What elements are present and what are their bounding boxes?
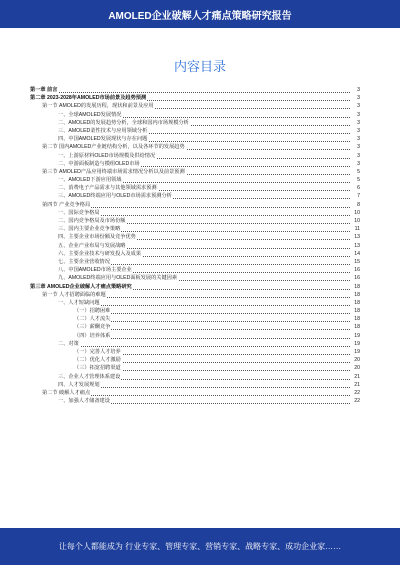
toc-entry-text: 第一节 AMOLED的发展历程，现状和前景及应用 — [42, 103, 154, 110]
toc-entry-text: （四）培养体系 — [74, 332, 111, 339]
toc-entry[interactable] — [30, 102, 360, 110]
toc-entry[interactable] — [30, 291, 360, 299]
toc-entry-page: 18 — [351, 283, 360, 291]
toc-entry-text: 一、全球AMOLED发展情况 — [58, 111, 122, 118]
toc-entry[interactable] — [30, 217, 360, 225]
toc-entry-page: 3 — [351, 94, 360, 102]
toc-entry-page: 6 — [351, 184, 360, 192]
toc-entry-page: 3 — [351, 152, 360, 160]
toc-leader-dots — [58, 299, 352, 306]
toc-entry[interactable] — [30, 315, 360, 323]
toc-entry-text: 九、AMOLED终端应用与OLED面板发展的关键因素 — [58, 275, 178, 282]
toc-entry-text: 第一节 人才招聘面临的难题 — [42, 291, 106, 298]
toc-entry-page: 20 — [351, 356, 360, 364]
toc-entry-text: 四、主要企业市场份额及竞争优势 — [58, 234, 136, 241]
toc-entry[interactable] — [30, 274, 360, 282]
toc-entry[interactable] — [30, 242, 360, 250]
toc-entry[interactable] — [30, 209, 360, 217]
toc-entry-page: 3 — [351, 160, 360, 168]
toc-entry-text: 一、人才短缺问题 — [58, 299, 100, 306]
toc-leader-dots — [74, 307, 352, 314]
toc-entry-text: （二）优化人才激励 — [74, 357, 121, 364]
toc-entry-page: 11 — [351, 225, 360, 233]
toc-leader-dots — [58, 209, 352, 216]
toc-entry-page: 10 — [351, 217, 360, 225]
toc-entry-page: 13 — [351, 233, 360, 241]
toc-entry-page: 14 — [351, 250, 360, 258]
toc-entry-text: 第三章 AMOLED企业破解人才痛点策略研究 — [30, 283, 132, 290]
toc-entry-page: 7 — [351, 192, 360, 200]
toc-entry-page: 22 — [351, 397, 360, 405]
toc-entry-page: 16 — [351, 274, 360, 282]
toc-entry-text: 一、国际竞争格局 — [58, 209, 100, 216]
toc-entry-text: 二、对策 — [58, 340, 79, 347]
toc-entry-text: 第三节 AMOLED产品应用终端市场需求情况分析以及前景预测 — [42, 168, 185, 175]
toc-entry-page: 21 — [351, 373, 360, 381]
toc-entry[interactable] — [30, 356, 360, 364]
toc-leader-dots — [58, 381, 352, 388]
toc-entry-text: 四、人才发展规划 — [58, 381, 100, 388]
toc-entry[interactable] — [30, 233, 360, 241]
toc-entry[interactable] — [30, 250, 360, 258]
toc-entry-text: 二、消费电子产品需求与其他领域需求预测 — [58, 185, 157, 192]
toc-entry[interactable] — [30, 299, 360, 307]
toc-entry-page: 18 — [351, 315, 360, 323]
toc-entry-text: 五、企业产业布局与发展战略 — [58, 242, 126, 249]
toc-entry[interactable] — [30, 160, 360, 168]
toc-entry[interactable] — [30, 192, 360, 200]
toc-entry-page: 3 — [351, 135, 360, 143]
toc-entry[interactable] — [30, 168, 360, 176]
toc-title: 内容目录 — [173, 59, 226, 74]
toc-entry-page: 18 — [351, 307, 360, 315]
toc-entry-page: 3 — [351, 86, 360, 94]
toc-entry[interactable] — [30, 332, 360, 340]
toc-entry-text: 六、主要企业技术与研发投入及成果 — [58, 250, 142, 257]
toc-entry-page: 3 — [351, 143, 360, 151]
toc-leader-dots — [74, 323, 352, 330]
toc-entry-page: 8 — [351, 201, 360, 209]
toc-entry-page: 10 — [351, 209, 360, 217]
toc-entry[interactable] — [30, 348, 360, 356]
toc-entry[interactable] — [30, 389, 360, 397]
toc-entry-page: 3 — [351, 111, 360, 119]
toc-entry[interactable] — [30, 373, 360, 381]
toc-entry[interactable] — [30, 152, 360, 160]
footer-slogan: 让每个人都能成为 行业专家、管理专家、营销专家、战略专家、成功企业家…… — [58, 542, 342, 551]
document-header-title: AMOLED企业破解人才痛点策略研究报告 — [108, 11, 292, 22]
toc-leader-dots — [58, 340, 352, 347]
toc-entry-text: （三）薪酬竞争 — [74, 324, 111, 331]
toc-entry-text: （二）人才流失 — [74, 316, 111, 323]
toc-entry[interactable] — [30, 381, 360, 389]
table-of-contents — [30, 86, 360, 405]
toc-entry[interactable] — [30, 143, 360, 151]
toc-entry-text: 一、加强人才储备建设 — [58, 398, 110, 405]
toc-entry-text: 第二节 破解人才痛点 — [42, 389, 91, 396]
toc-entry[interactable] — [30, 94, 360, 102]
toc-entry-text: 二、AMOLED的发展趋势分析，全球和国内市场规模分析 — [58, 119, 189, 126]
toc-entry[interactable] — [30, 364, 360, 372]
toc-entry-text: 三、国内主要企业竞争策略 — [58, 226, 121, 233]
toc-entry-page: 22 — [351, 389, 360, 397]
toc-entry-page: 16 — [351, 266, 360, 274]
toc-entry-text: 三、企业人才管理体系建设 — [58, 373, 121, 380]
toc-entry-text: 三、AMOLED终端应用与OLED市场需求预测分析 — [58, 193, 172, 200]
toc-entry-text: 四、中国AMOLED发展现状与存在问题 — [58, 136, 148, 143]
toc-entry-text: 第二节 国内AMOLED产业链结构分析，以及各环节的发展趋势 — [42, 144, 185, 151]
toc-leader-dots — [74, 315, 352, 322]
toc-leader-dots — [30, 86, 352, 93]
toc-entry-page: 3 — [351, 127, 360, 135]
toc-entry[interactable] — [30, 127, 360, 135]
toc-entry-page: 18 — [351, 299, 360, 307]
toc-leader-dots — [74, 332, 352, 339]
toc-entry-text: 一、上游原材料OLED市场规模及供给情况 — [58, 152, 156, 159]
toc-entry-page: 3 — [351, 119, 360, 127]
toc-entry-page: 3 — [351, 102, 360, 110]
toc-entry[interactable] — [30, 119, 360, 127]
toc-entry-text: 二、国内竞争格局及市场份额 — [58, 218, 126, 224]
toc-entry-text: 一、AMOLED下游应用领域 — [58, 177, 122, 184]
toc-entry-page: 19 — [351, 332, 360, 340]
toc-entry-text: 第一章 前言 — [30, 87, 58, 93]
toc-entry-text: （一）招聘困难 — [74, 308, 111, 315]
toc-entry-page: 21 — [351, 381, 360, 389]
toc-entry[interactable] — [30, 176, 360, 184]
toc-entry-page: 19 — [351, 340, 360, 348]
toc-entry[interactable] — [30, 184, 360, 192]
toc-entry[interactable] — [30, 135, 360, 143]
toc-entry-page: 13 — [351, 242, 360, 250]
toc-entry-text: 七、主要企业营收情况 — [58, 258, 110, 265]
toc-entry[interactable] — [30, 258, 360, 266]
toc-entry-page: 20 — [351, 364, 360, 372]
toc-entry-page: 19 — [351, 348, 360, 356]
toc-entry[interactable] — [30, 323, 360, 331]
toc-entry[interactable] — [30, 307, 360, 315]
toc-entry-page: 18 — [351, 291, 360, 299]
toc-entry-page: 5 — [351, 168, 360, 176]
toc-entry[interactable] — [30, 266, 360, 274]
toc-entry[interactable] — [30, 397, 360, 405]
toc-entry-page: 5 — [351, 176, 360, 184]
toc-entry[interactable] — [30, 111, 360, 119]
toc-entry-text: （三）拓宽招聘渠道 — [74, 365, 121, 372]
toc-entry[interactable] — [30, 283, 360, 291]
toc-entry[interactable] — [30, 86, 360, 94]
toc-entry-text: 第四节 产业竞争格局 — [42, 201, 91, 208]
toc-entry-text: 二、中游面板制造与模组OLED市场 — [58, 160, 140, 167]
toc-entry-text: 三、AMOLED柔性技术与应用领域分析 — [58, 127, 148, 134]
toc-entry[interactable] — [30, 201, 360, 209]
toc-entry-text: 第二章 2023-2028年AMOLED市场前景及趋势预测 — [30, 95, 147, 102]
toc-entry-page: 15 — [351, 258, 360, 266]
toc-entry[interactable] — [30, 340, 360, 348]
toc-entry[interactable] — [30, 225, 360, 233]
toc-entry-page: 18 — [351, 323, 360, 331]
toc-entry-text: 八、中国AMOLED市场主要企业 — [58, 267, 132, 274]
toc-entry-text: （一）完善人才培养 — [74, 349, 121, 355]
